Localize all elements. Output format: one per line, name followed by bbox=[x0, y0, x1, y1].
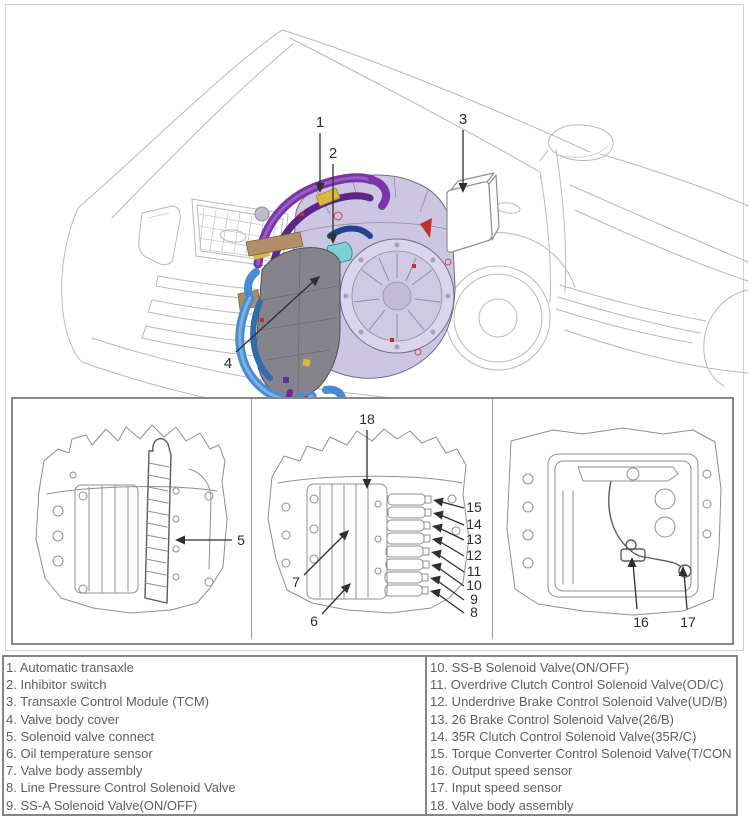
legend-item: 1. Automatic transaxle bbox=[6, 660, 134, 675]
svg-text:15: 15 bbox=[466, 499, 482, 515]
legend-item: 12. Underdrive Brake Control Solenoid Valve(UD/B) bbox=[430, 694, 728, 710]
legend-item: 15. Torque Converter Control Solenoid Valve(T/CON bbox=[430, 746, 732, 762]
svg-text:11: 11 bbox=[466, 563, 482, 579]
svg-text:16: 16 bbox=[633, 614, 649, 630]
legend-item: 18. Valve body assembly bbox=[430, 797, 574, 813]
legend-table bbox=[2, 655, 738, 816]
transaxle-illustration bbox=[238, 175, 455, 397]
legend-item: 7. Valve body assembly bbox=[6, 763, 143, 779]
panel-speed-sensors bbox=[492, 399, 732, 639]
legend-item: 5. Solenoid valve connect bbox=[6, 728, 155, 744]
transaxle-side-view bbox=[507, 428, 721, 615]
svg-text:3: 3 bbox=[458, 111, 468, 128]
svg-text:5: 5 bbox=[237, 532, 245, 548]
legend-item: 17. Input speed sensor bbox=[430, 780, 563, 796]
svg-text:13: 13 bbox=[466, 531, 482, 547]
legend-column-right bbox=[425, 657, 736, 814]
svg-text:1: 1 bbox=[315, 114, 325, 131]
legend-item: 13. 26 Brake Control Solenoid Valve(26/B) bbox=[430, 711, 675, 727]
legend-item: 11. Overdrive Clutch Control Solenoid Valve(OD/C) bbox=[430, 677, 724, 693]
hose-fitting bbox=[255, 207, 269, 221]
detail-panels-box bbox=[11, 397, 734, 645]
svg-text:10: 10 bbox=[466, 577, 482, 593]
svg-text:18: 18 bbox=[359, 411, 375, 427]
callout-17 bbox=[679, 566, 696, 630]
legend-item: 10. SS-B Solenoid Valve(ON/OFF) bbox=[430, 660, 630, 675]
solenoid-valve-stack bbox=[385, 494, 431, 596]
legend-item: 6. Oil temperature sensor bbox=[6, 746, 153, 762]
legend-item: 8. Line Pressure Control Solenoid Valve bbox=[6, 780, 236, 796]
legend-item: 9. SS-A Solenoid Valve(ON/OFF) bbox=[6, 797, 198, 813]
svg-text:4: 4 bbox=[223, 355, 233, 372]
legend-item: 14. 35R Clutch Control Solenoid Valve(35R/C) bbox=[430, 728, 697, 744]
panel-right-drawing bbox=[493, 399, 726, 639]
svg-text:7: 7 bbox=[292, 574, 300, 590]
door-handle bbox=[495, 201, 520, 214]
callout-16 bbox=[628, 557, 649, 630]
legend-column-left bbox=[4, 657, 425, 814]
panel-valve-body bbox=[251, 399, 492, 639]
torque-converter-housing bbox=[340, 239, 454, 353]
transaxle-rear-view bbox=[36, 425, 227, 613]
legend-item: 3. Transaxle Control Module (TCM) bbox=[6, 694, 210, 710]
tcm-module bbox=[447, 173, 499, 252]
svg-text:2: 2 bbox=[328, 145, 338, 162]
callout-18 bbox=[359, 411, 375, 489]
legend-item: 4. Valve body cover bbox=[6, 711, 120, 727]
svg-text:6: 6 bbox=[310, 613, 318, 629]
svg-text:17: 17 bbox=[680, 614, 696, 630]
legend-item: 2. Inhibitor switch bbox=[6, 677, 107, 693]
svg-text:9: 9 bbox=[470, 591, 478, 607]
legend-item: 16. Output speed sensor bbox=[430, 763, 573, 779]
rear-wheel-arch bbox=[704, 290, 748, 386]
side-mirror bbox=[540, 125, 613, 161]
svg-text:12: 12 bbox=[466, 547, 482, 563]
callout-7 bbox=[292, 527, 352, 590]
svg-text:14: 14 bbox=[466, 516, 482, 532]
panel-left-drawing bbox=[13, 399, 251, 639]
vehicle-illustration bbox=[0, 0, 751, 397]
panel-solenoid-connect bbox=[13, 399, 251, 639]
panel-middle-drawing bbox=[252, 399, 492, 639]
solenoid-connect-part bbox=[145, 439, 171, 603]
svg-text:8: 8 bbox=[470, 604, 478, 620]
